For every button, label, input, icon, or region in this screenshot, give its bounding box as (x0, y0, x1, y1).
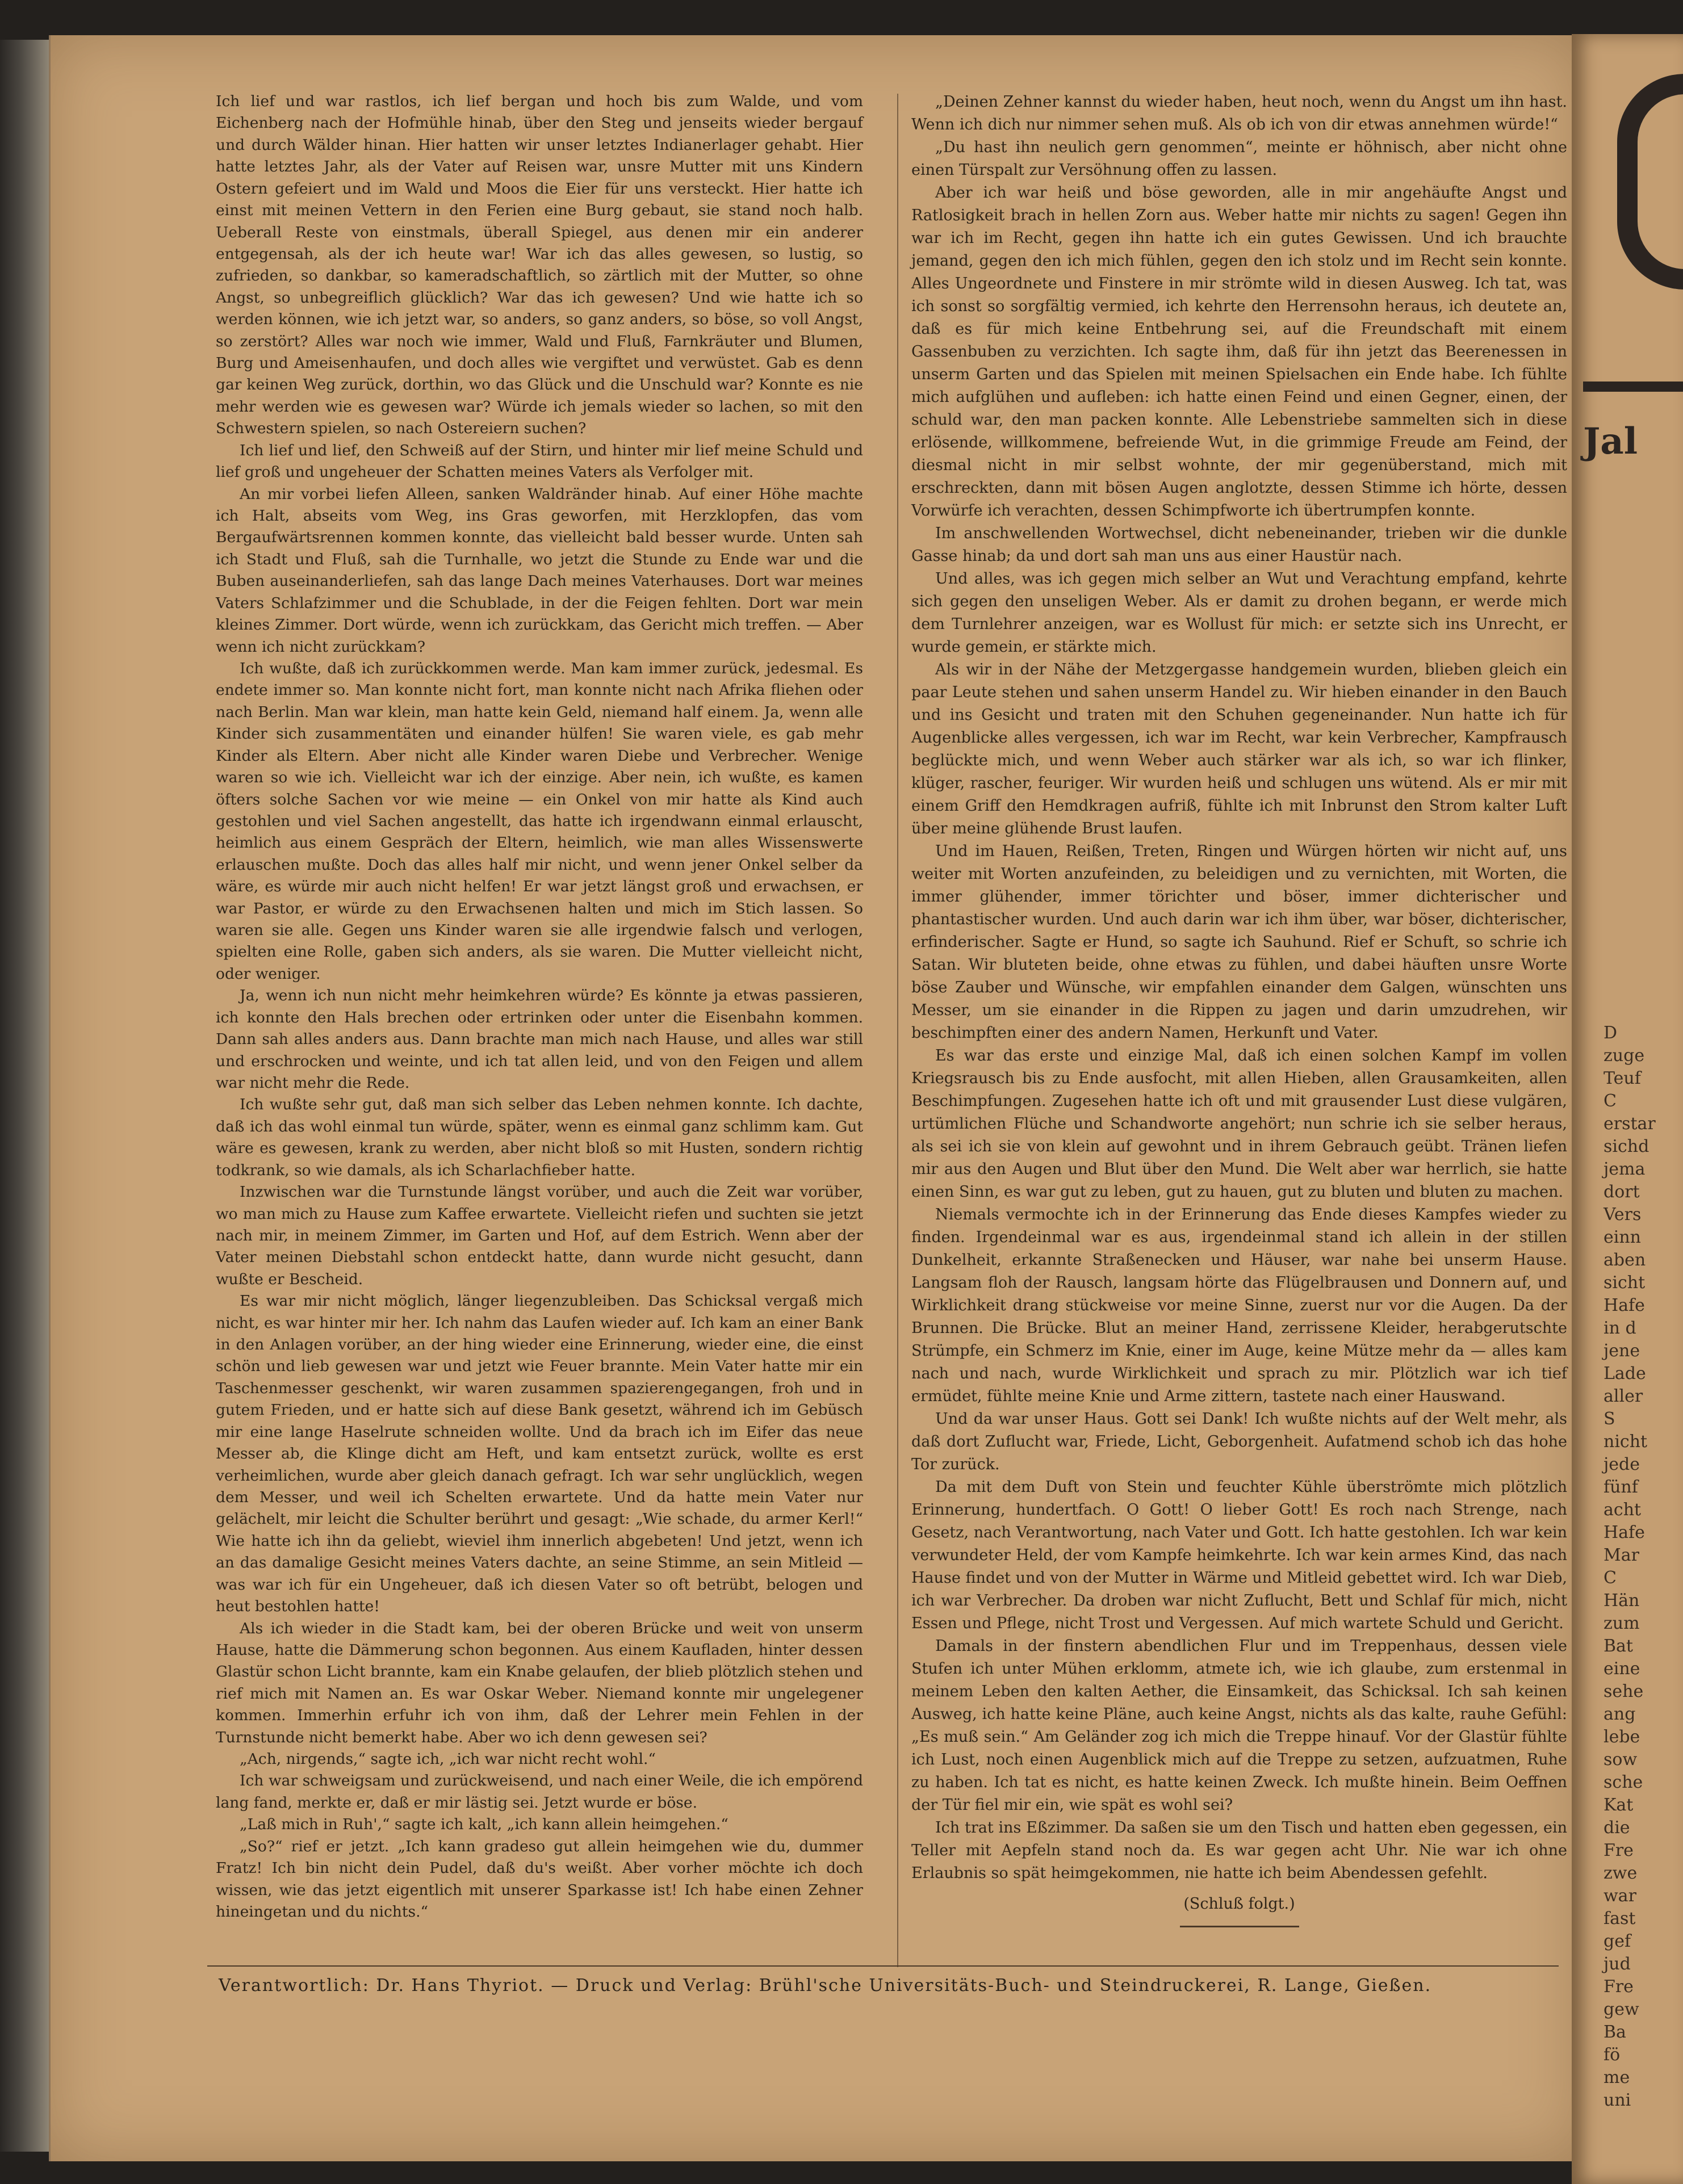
continued-text: (Schluß folgt.) (1183, 1895, 1295, 1913)
adjacent-page (1572, 34, 1683, 2184)
paragraph: „Deinen Zehner kannst du wieder haben, heut noch, wenn du Angst um ihn hast. Wenn ich dich nur nimmer sehen muß. Als ob ich von dir etwas annehmen würde!“ (911, 93, 1567, 133)
paragraph: Und alles, was ich gegen mich selber an Wut und Verachtung empfand, kehrte sich gegen den unseligen Weber. Als er damit zu drohen begann, er werde mich dem Turnlehrer anzeigen, war es Wollust für mich: er setzte sich ins Unrecht, er wurde gemein, er stärkte mich. (911, 570, 1567, 656)
adjacent-page-text-fragment: Teuf (1604, 1068, 1641, 1088)
adjacent-page-text-fragment: Hafe (1604, 1296, 1645, 1315)
imprint-footer: Verantwortlich: Dr. Hans Thyriot. — Druck und Verlag: Brühl'sche Universitäts-Buch- und Steindruckerei, R. Lange, Gießen. (219, 1976, 1432, 1996)
paragraph: Damals in der finstern abendlichen Flur und im Treppenhaus, dessen viele Stufen ich unter Mühen erklomm, atmete ich, wie ich glaube, zum erstenmal in meinem Leben den kalten Aether, die Einsamkeit, das Schicksal. Ich sah keinen Ausweg, ich hatte keine Pläne, auch keine Angst, nichts als das kalte, rauhe Gefühl: „Es muß sein.“ Am Geländer zog ich mich die Treppe hinauf. Vor der Glastür fühlte ich Lust, noch einen Augenblick mich auf die Treppe zu setzen, aufzuatmen, Ruhe zu haben. Ich tat es nicht, es hatte keinen Zweck. Ich mußte hinein. Beim Oeffnen der Tür fiel mir ein, wie spät es wohl sei? (911, 1637, 1567, 1814)
adjacent-page-text-fragment: D (1604, 1023, 1618, 1043)
adjacent-page-text-fragment: sehe (1604, 1682, 1644, 1701)
adjacent-page-text-fragment: jema (1604, 1159, 1646, 1179)
adjacent-page-text-fragment: C (1604, 1568, 1617, 1588)
adjacent-page-text-fragment: dort (1604, 1182, 1640, 1202)
adjacent-page-text-fragment: Ba (1604, 2022, 1626, 2042)
paragraph: Es war mir nicht möglich, länger liegenzubleiben. Das Schicksal vergaß mich nicht, es war hinter mir her. Ich nahm das Laufen wieder auf. Ich kam an einer Bank in den Anlagen vorüber, an der hing wieder eine Erinnerung, wieder eine, die einst schön und lieb gewesen war und jetzt wie Feuer brannte. Mein Vater hatte mir ein Taschenmesser geschenkt, wir waren zusammen spazierengegangen, froh und in gutem Frieden, und er hatte sich auf diese Bank gesetzt, während ich im Gebüsch mir eine lange Haselrute schneiden wollte. Und da brach ich im Eifer das neue Messer ab, die Klinge dicht am Heft, und kam entsetzt zurück, wollte es erst verheimlichen, wurde aber gleich danach gefragt. Ich war sehr unglücklich, wegen dem Messer, und weil ich Schelten erwartete. Und da hatte mein Vater nur gelächelt, mir leicht die Schulter berührt und gesagt: „Wie schade, du armer Kerl!“ Wie hatte ich ihn da geliebt, wieviel ihm innerlich abgebeten! Und jetzt, wenn ich an das damalige Gesicht meines Vaters dachte, an seine Stimme, an sein Mitleid — was war ich für ein Ungeheuer, daß ich diesen Vater so oft betrübt, belogen und heut bestohlen hatte! (216, 1292, 863, 1616)
adjacent-page-text-fragment: Mar (1604, 1545, 1639, 1565)
adjacent-page-text-fragment: fünf (1604, 1477, 1638, 1497)
paragraph: An mir vorbei liefen Alleen, sanken Waldränder hinab. Auf einer Höhe machte ich Halt, abseits vom Weg, ins Gras geworfen, mit Herzklopfen, das vom Bergaufwärtsrennen kommen konnte, das vielleicht bald besser wurde. Unten sah ich Stadt und Fluß, sah die Turnhalle, wo jetzt die Stunde zu Ende war und die Buben auseinanderliefen, sah das lange Dach meines Vaterhauses. Dort war meines Vaters Schlafzimmer und die Schublade, in der die Feigen fehlten. Dort war mein kleines Zimmer. Dort würde, wenn ich zurückkam, das Gericht mich treffen. — Aber wenn ich nicht zurückkam? (216, 485, 863, 656)
heading-rule (1583, 382, 1683, 392)
paragraph: „Ach, nirgends,“ sagte ich, „ich war nicht recht wohl.“ (240, 1750, 656, 1768)
adjacent-page-text-fragment: die (1604, 1818, 1630, 1838)
adjacent-page-text-fragment: jede (1604, 1454, 1640, 1474)
paragraph: Aber ich war heiß und böse geworden, alle in mir angehäufte Angst und Ratlosigkeit brach in hellen Zorn aus. Weber hatte mir nichts zu sagen! Gegen ihn war ich im Recht, gegen ihn hatte ich ein gutes Gewissen. Und ich brauchte jemand, gegen den ich mich fühlen, gegen den ich stolz und im Recht sein konnte. Alles Ungeordnete und Finstere in mir strömte wild in diesen Ausweg. Ich tat, was ich sonst so sorgfältig vermied, ich kehrte den Herrensohn heraus, ich deutete an, daß es für mich keine Entbehrung sei, auf die Freundschaft mit einem Gassenbuben zu verzichten. Ich sagte ihm, daß für ihn jetzt das Beerenessen in unserm Garten und das Spielen mit meinen Spielsachen ein Ende habe. Ich fühlte mich aufglühen und aufleben: ich hatte einen Feind und einen Gegner, einen, der schuld war, den man packen konnte. Alle Lebenstriebe sammelten sich in diese erlösende, willkommene, befreiende Wut, in die grimmige Freude am Feind, der diesmal nicht in mir selbst wohnte, der mir gegenüberstand, mich mit erschreckten, dann mit bösen Augen anglotzte, dessen Stimme ich hörte, dessen Vorwürfe ich verachten, dessen Schimpfworte ich übertrumpfen konnte. (911, 184, 1567, 519)
end-rule (1180, 1926, 1299, 1927)
paragraph: Ich war schweigsam und zurückweisend, und nach einer Weile, die ich empörend lang fand, merkte er, daß er mir lästig sei. Jetzt wurde er böse. (216, 1772, 863, 1812)
adjacent-page-text-fragment: Kat (1604, 1795, 1634, 1815)
paragraph: Ich trat ins Eßzimmer. Da saßen sie um den Tisch und hatten eben gegessen, ein Teller mit Aepfeln stand noch da. Es war gegen acht Uhr. Nie war ich ohne Erlaubnis so spät heimgekommen, nie hatte ich beim Abendessen gefehlt. (911, 1819, 1567, 1882)
adjacent-page-text-fragment: Vers (1604, 1205, 1642, 1225)
paragraph: Und da war unser Haus. Gott sei Dank! Ich wußte nichts auf der Welt mehr, als daß dort Zuflucht war, Friede, Licht, Geborgenheit. Aufatmend schob ich das hohe Tor zurück. (911, 1410, 1567, 1473)
paragraph: Ich wußte sehr gut, daß man sich selber das Leben nehmen konnte. Ich dachte, daß ich das wohl einmal tun würde, später, wenn es einmal ganz schlimm kam. Gut wäre es gewesen, krank zu werden, aber nicht bloß so mit Husten, sondern richtig todkrank, so wie damals, als ich Scharlachfieber hatte. (216, 1096, 863, 1179)
paragraph: „So?“ rief er jetzt. „Ich kann gradeso gut allein heimgehen wie du, dummer Fratz! Ich bin nicht dein Pudel, daß du's weißt. Aber vorher möchte ich doch wissen, wie das jetzt eigentlich mit unserer Sparkasse ist! Ich habe einen Zehner hineingetan und du nichts.“ (216, 1837, 863, 1921)
adjacent-page-text-fragment: Fre (1604, 1977, 1634, 1997)
continued-notice (911, 1893, 1567, 1915)
adjacent-page-text-fragment: war (1604, 1886, 1636, 1906)
adjacent-page-text-fragment: S (1604, 1409, 1615, 1429)
adjacent-page-text-fragment: sichd (1604, 1137, 1649, 1156)
paragraph: Niemals vermochte ich in der Erinnerung das Ende dieses Kampfes wieder zu finden. Irgendeinmal war es aus, irgendeinmal stand ich allein in der stillen Dunkelheit, erkannte Straßenecken und Häuser, war nahe bei unserm Hause. Langsam floh der Rausch, langsam hörte das Flügelbrausen und Donnern auf, und Wirklichkeit drang stückweise vor meine Sinne, zuerst nur vor die Augen. Da der Brunnen. Die Brücke. Blut an meiner Hand, zerrissene Kleider, herabgerutschte Strümpfe, ein Schmerz im Knie, einer im Auge, keine Mütze mehr da — alles kam nach und nach, wurde Wirklichkeit und sprach zu mir. Plötzlich war ich tief ermüdet, fühlte meine Knie und Arme zittern, tastete nach einer Hauswand. (911, 1206, 1567, 1405)
adjacent-page-text-fragment: gef (1604, 1931, 1631, 1951)
paragraph: Als wir in der Nähe der Metzgergasse handgemein wurden, blieben gleich ein paar Leute stehen und sahen unserm Handel zu. Wir hieben einander in den Bauch und ins Gesicht und traten mit den Schuhen gegeneinander. Nun hatte ich für Augenblicke alles vergessen, ich war im Recht, war kein Verbrecher, Kampfrausch beglückte mich, und wenn Weber auch stärker war als ich, so war ich flinker, klüger, rascher, feuriger. Wir wurden heiß und schlugen uns wütend. Als er mir mit einem Griff den Hemdkragen aufriß, fühlte ich mit Inbrunst den Strom kalter Luft über meine glühende Brust laufen. (911, 661, 1567, 837)
adjacent-page-text-fragment: nicht (1604, 1432, 1648, 1452)
adjacent-page-text-fragment: einn (1604, 1227, 1641, 1247)
adjacent-page-text-fragment: Fre (1604, 1841, 1634, 1860)
footer-rule (207, 1965, 1559, 1967)
adjacent-page-text-fragment: in d (1604, 1318, 1636, 1338)
adjacent-page-text-fragment: aben (1604, 1250, 1646, 1270)
adjacent-page-text-fragment: zuge (1604, 1046, 1645, 1066)
adjacent-page-text-fragment: Lade (1604, 1364, 1646, 1384)
paragraph: Ich wußte, daß ich zurückkommen werde. Man kam immer zurück, jedesmal. Es endete immer so. Man konnte nicht fort, man konnte nicht nach Afrika fliehen oder nach Berlin. Man war klein, man hatte kein Geld, niemand half einem. Ja, wenn alle Kinder sich zusammentäten und einander hülfen! Sie waren viele, es gab mehr Kinder als Eltern. Aber nicht alle Kinder waren Diebe und Verbrecher. Wenige waren so wie ich. Vielleicht war ich der einzige. Aber nein, ich wußte, es kamen öfters solche Sachen vor wie meine — ein Onkel von mir hatte als Kind auch gestohlen und viel Sachen angestellt, das hatte ich irgendwann einmal erlauscht, heimlich aus einem Gespräch der Eltern, heimlich, wie man alles Wissenswerte erlauschen mußte. Doch das alles half mir nicht, und wenn jener Onkel selber da wäre, es würde mir auch nicht helfen! Er war jetzt längst groß und erwachsen, er war Pastor, er würde zu den Erwachsenen halten und mich im Stich lassen. So waren sie alle. Gegen uns Kinder waren sie alle irgendwie falsch und verlogen, spielten eine Rolle, gaben sich anders, als sie waren. Die Mutter vielleicht nicht, oder weniger. (216, 659, 863, 983)
adjacent-page-text-fragment: erstar (1604, 1114, 1656, 1134)
adjacent-page-text-fragment: fö (1604, 2045, 1621, 2065)
paragraph: Im anschwellenden Wortwechsel, dicht nebeneinander, trieben wir die dunkle Gasse hinab; da und dort sah man uns aus einer Haustür nach. (911, 525, 1567, 565)
masthead-letter-fragment (1617, 74, 1683, 290)
adjacent-page-text-fragment: sche (1604, 1772, 1643, 1792)
adjacent-page-text-fragment: zwe (1604, 1863, 1638, 1883)
adjacent-page-text-fragment: fast (1604, 1909, 1636, 1929)
adjacent-page-text-fragment: me (1604, 2068, 1630, 2087)
right-column (911, 91, 1567, 1927)
paragraph: Ich lief und lief, den Schweiß auf der Stirn, und hinter mir lief meine Schuld und lief groß und ungeheuer der Schatten meines Vaters als Verfolger mit. (216, 441, 863, 481)
paragraph: Da mit dem Duft von Stein und feuchter Kühle überströmte mich plötzlich Erinnerung, hundertfach. O Gott! O lieber Gott! Es roch nach Strenge, nach Gesetz, nach Verantwortung, nach Vater und Gott. Ich hatte gestohlen. Ich war kein verwundeter Held, der vom Kampfe heimkehrte. Ich war kein armes Kind, das nach Hause findet und von der Mutter in Wärme und Mitleid gebettet wird. Ich war Dieb, ich war Verbrecher. Da droben war nicht Zuflucht, Bett und Schlaf für mich, nicht Essen und Pflege, nicht Trost und Vergessen. Auf mich wartete Schuld und Gericht. (911, 1478, 1567, 1632)
adjacent-page-text-fragment: Hän (1604, 1591, 1640, 1611)
adjacent-page-text-fragment: C (1604, 1091, 1617, 1111)
paragraph: „Du hast ihn neulich gern genommen“, meinte er höhnisch, aber nicht ohne einen Türspalt zur Versöhnung offen zu lassen. (911, 139, 1567, 179)
left-column (216, 91, 863, 1923)
paragraph: Als ich wieder in die Stadt kam, bei der oberen Brücke und weit von unserm Hause, hatte die Dämmerung schon begonnen. Aus einem Kaufladen, hinter dessen Glastür schon Licht brannte, kam ein Knabe gelaufen, der blieb plötzlich stehen und rief mich mit Namen an. Es war Oskar Weber. Niemand konnte mir ungelegener kommen. Immerhin erfuhr ich von ihm, daß der Lehrer mein Fehlen in der Turnstunde nicht bemerkt habe. Aber wo ich denn gewesen sei? (216, 1619, 863, 1746)
column-divider (897, 94, 898, 1967)
adjacent-page-text-fragment: lebe (1604, 1727, 1640, 1747)
paragraph: Ja, wenn ich nun nicht mehr heimkehren würde? Es könnte ja etwas passieren, ich konnte den Hals brechen oder ertrinken oder unter die Eisenbahn kommen. Dann sah alles anders aus. Dann brachte man mich nach Hause, und alles war still und erschrocken und weinte, und ich tat allen leid, und von den Feigen und allem war nicht mehr die Rede. (216, 987, 863, 1092)
adjacent-page-text-fragment: sicht (1604, 1273, 1646, 1293)
book-binding (0, 40, 49, 2152)
paragraph: Inzwischen war die Turnstunde längst vorüber, und auch die Zeit war vorüber, wo man mich zu Hause zum Kaffee erwartete. Vielleicht riefen und suchten sie jetzt nach mir, in meinem Zimmer, im Garten und Hof, auf dem Estrich. Wenn aber der Vater meinen Diebstahl schon entdeckt hatte, dann wurde nicht gesucht, dann wußte er Bescheid. (216, 1183, 863, 1288)
adjacent-page-text-fragment: acht (1604, 1500, 1642, 1520)
adjacent-page-text-fragment: aller (1604, 1386, 1643, 1406)
adjacent-page-text-fragment: jene (1604, 1341, 1640, 1361)
adjacent-page-text-fragment: Bat (1604, 1636, 1633, 1656)
adjacent-page-text-fragment: eine (1604, 1659, 1640, 1679)
adjacent-page-text-fragment: Hafe (1604, 1523, 1645, 1542)
adjacent-page-text-fragment: ang (1604, 1704, 1636, 1724)
heading-fragment: Jal (1583, 420, 1638, 463)
adjacent-page-text-fragment: jud (1604, 1954, 1631, 1974)
adjacent-page-text-fragment: sow (1604, 1750, 1638, 1770)
adjacent-page-text-fragment: gew (1604, 1999, 1639, 2019)
adjacent-page-text-fragment: uni (1604, 2090, 1631, 2110)
paragraph: Und im Hauen, Reißen, Treten, Ringen und Würgen hörten wir nicht auf, uns weiter mit Worten anzufeinden, zu beleidigen und zu vernichten, mit Worten, die immer glühender, immer törichter und böser, immer dichterischer und phantastischer wurden. Und auch darin war ich ihm über, war böser, dichterischer, erfinderischer. Sagte er Hund, so sagte ich Sauhund. Rief er Schuft, so schrie ich Satan. Wir bluteten beide, ohne etwas zu fühlen, und dabei häuften unsre Worte böse Zauber und Wünsche, wir empfahlen einander dem Galgen, wünschten uns Messer, um sie einander in die Rippen zu jagen und darin umzudrehen, wir beschimpften einer des andern Namen, Herkunft und Vater. (911, 842, 1567, 1042)
adjacent-page-text-fragment: zum (1604, 1613, 1640, 1633)
paragraph: Es war das erste und einzige Mal, daß ich einen solchen Kampf im vollen Kriegsrausch bis zu Ende ausfocht, mit allen Hieben, allen Grausamkeiten, allen Beschimpfungen. Zugesehen hatte ich oft und mit grausender Lust diese vulgären, urtümlichen Flüche und Schandworte angehört; nun schrie ich sie selber heraus, als sei ich sie von klein auf gewohnt und in ihrem Gebrauch geübt. Tränen liefen mir aus den Augen und Blut über den Mund. Die Welt aber war herrlich, sie hatte einen Sinn, es war gut zu leben, gut zu hauen, gut zu bluten und bluten zu machen. (911, 1047, 1567, 1201)
paragraph: Ich lief und war rastlos, ich lief bergan und hoch bis zum Walde, und vom Eichenberg nach der Hofmühle hinab, über den Steg und jenseits wieder bergauf und durch Wälder hinan. Hier hatten wir unser letztes Indianerlager gehabt. Hier hatte letztes Jahr, als der Vater auf Reisen war, unsre Mutter mit uns Kindern Ostern gefeiert und im Wald und Moos die Eier für uns versteckt. Hier hatte ich einst mit meinen Vettern in den Ferien eine Burg gebaut, sie stand noch halb. Ueberall Reste von einstmals, überall Spiegel, aus denen mir ein anderer entgegensah, als der ich heute war! War ich das alles gewesen, so lustig, so zufrieden, so dankbar, so kameradschaftlich, so zärtlich mit der Mutter, so ohne Angst, so unbegreiflich glücklich? War das ich gewesen? Und wie hatte ich so werden können, wie ich jetzt war, so anders, so ganz anders, so böse, so voll Angst, so zerstört? Alles war noch wie immer, Wald und Fluß, Farnkräuter und Blumen, Burg und Ameisenhaufen, und doch alles wie vergiftet und verwüstet. Gab es denn gar keinen Weg zurück, dorthin, wo das Glück und die Unschuld war? Konnte es nie mehr werden wie es gewesen war? Würde ich jemals wieder so lachen, so mit den Schwestern spielen, so nach Ostereiern suchen? (216, 93, 863, 438)
paragraph: „Laß mich in Ruh',“ sagte ich kalt, „ich kann allein heimgehen.“ (240, 1816, 729, 1834)
